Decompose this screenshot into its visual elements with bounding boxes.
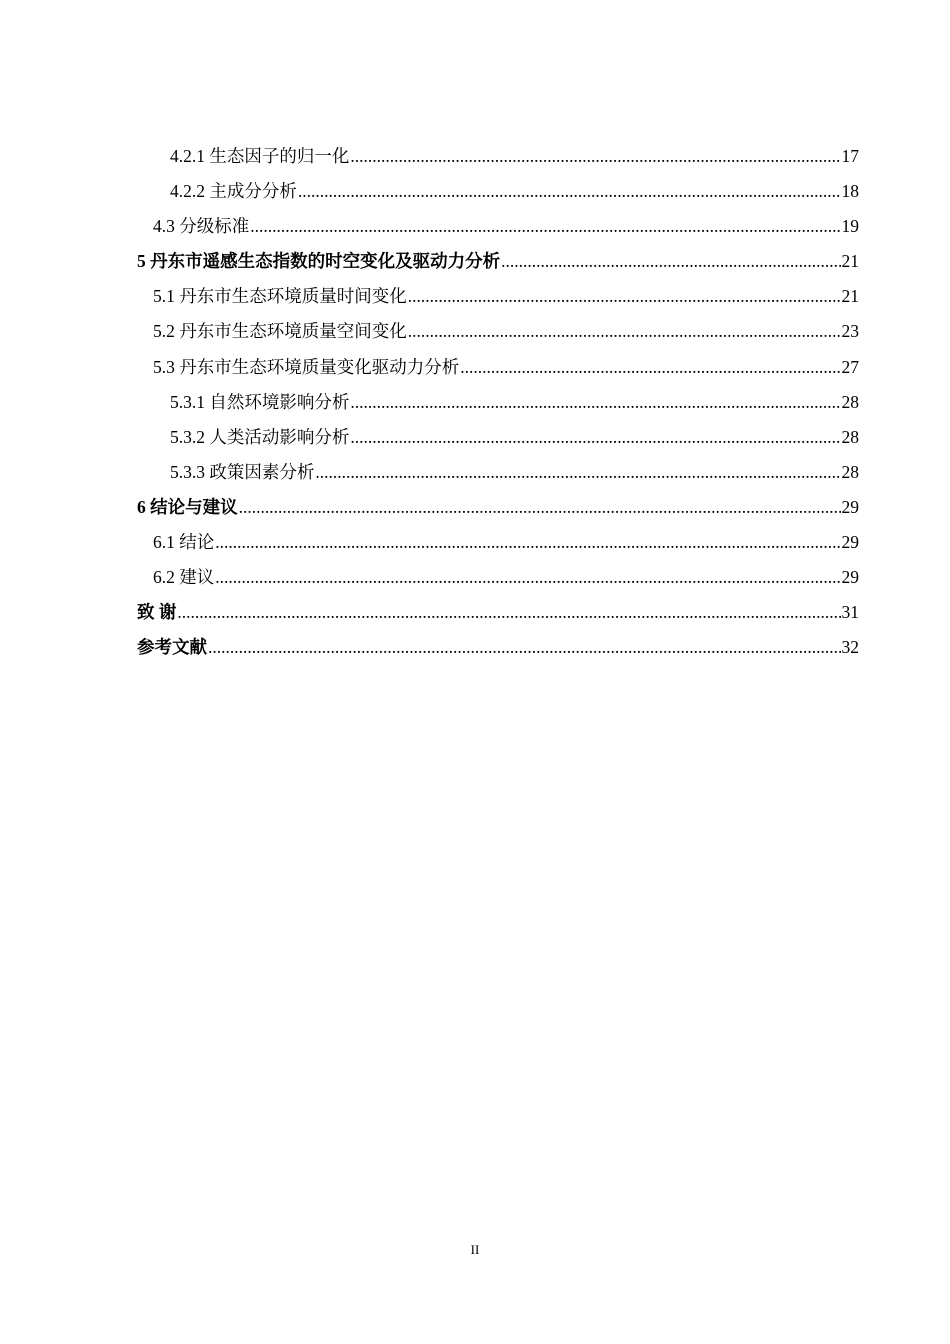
toc-entry-page: 32	[841, 637, 859, 658]
table-of-contents	[137, 139, 859, 665]
toc-entry-title: 5 丹东市遥感生态指数的时空变化及驱动力分析	[137, 251, 501, 272]
toc-entry[interactable]	[137, 560, 859, 595]
toc-entry-title: 5.3.3 政策因素分析	[170, 461, 315, 482]
toc-entry-page: 31	[841, 602, 859, 623]
toc-chapter-entry[interactable]	[137, 630, 859, 665]
toc-entry-title: 5.1 丹东市生态环境质量时间变化	[153, 286, 407, 307]
toc-entry-page: 28	[841, 426, 859, 447]
toc-entry[interactable]	[137, 139, 859, 174]
toc-entry-page: 27	[841, 356, 859, 377]
toc-entry[interactable]	[137, 174, 859, 209]
toc-entry-page: 28	[841, 391, 859, 412]
toc-entry-page: 29	[841, 567, 859, 588]
toc-entry-page: 29	[841, 532, 859, 553]
toc-entry-title: 5.2 丹东市生态环境质量空间变化	[153, 321, 407, 342]
toc-entry-title: 4.2.1 生态因子的归一化	[170, 146, 350, 166]
toc-entry-title: 6 结论与建议	[137, 496, 238, 517]
toc-entry[interactable]	[137, 314, 859, 349]
toc-entry-title: 5.3 丹东市生态环境质量变化驱动力分析	[153, 356, 460, 377]
toc-entry-title: 6.2 建议	[153, 567, 215, 588]
toc-entry-title: 致 谢	[137, 602, 177, 623]
toc-dot-leader	[208, 630, 841, 665]
toc-dot-leader	[460, 350, 840, 385]
toc-entry[interactable]	[137, 209, 859, 244]
toc-dot-leader	[350, 420, 840, 455]
toc-chapter-entry[interactable]	[137, 244, 859, 279]
toc-dot-leader	[215, 525, 840, 560]
toc-entry-title: 6.1 结论	[153, 532, 215, 553]
toc-entry[interactable]	[137, 455, 859, 490]
toc-entry-page: 19	[841, 216, 859, 237]
toc-dot-leader	[315, 455, 840, 490]
toc-entry-page: 28	[841, 461, 859, 482]
toc-entry[interactable]	[137, 420, 859, 455]
toc-chapter-entry[interactable]	[137, 595, 859, 630]
toc-entry[interactable]	[137, 350, 859, 385]
toc-entry-page: 29	[841, 496, 859, 517]
toc-dot-leader	[250, 209, 840, 244]
toc-entry-page: 18	[841, 181, 859, 202]
toc-dot-leader	[298, 174, 841, 209]
toc-dot-leader	[350, 139, 840, 174]
toc-dot-leader	[239, 490, 841, 525]
toc-dot-leader	[501, 244, 840, 279]
toc-entry-title: 5.3.2 人类活动影响分析	[170, 426, 350, 447]
toc-entry-page: 21	[841, 251, 859, 272]
toc-dot-leader	[350, 385, 840, 420]
toc-entry-page: 21	[841, 286, 859, 307]
page-number: II	[470, 1242, 480, 1257]
toc-dot-leader	[408, 314, 841, 349]
toc-dot-leader	[408, 279, 841, 314]
toc-entry[interactable]	[137, 385, 859, 420]
toc-entry-title: 4.3 分级标准	[153, 216, 250, 237]
toc-entry-page: 23	[841, 321, 859, 342]
toc-entry[interactable]	[137, 525, 859, 560]
toc-entry-title: 参考文献	[137, 637, 207, 658]
toc-entry-title: 4.2.2 主成分分析	[170, 181, 297, 202]
toc-entry-page: 17	[841, 146, 859, 166]
toc-entry[interactable]	[137, 279, 859, 314]
toc-entry-title: 5.3.1 自然环境影响分析	[170, 391, 350, 412]
toc-chapter-entry[interactable]	[137, 490, 859, 525]
toc-dot-leader	[215, 560, 840, 595]
toc-dot-leader	[177, 595, 840, 630]
